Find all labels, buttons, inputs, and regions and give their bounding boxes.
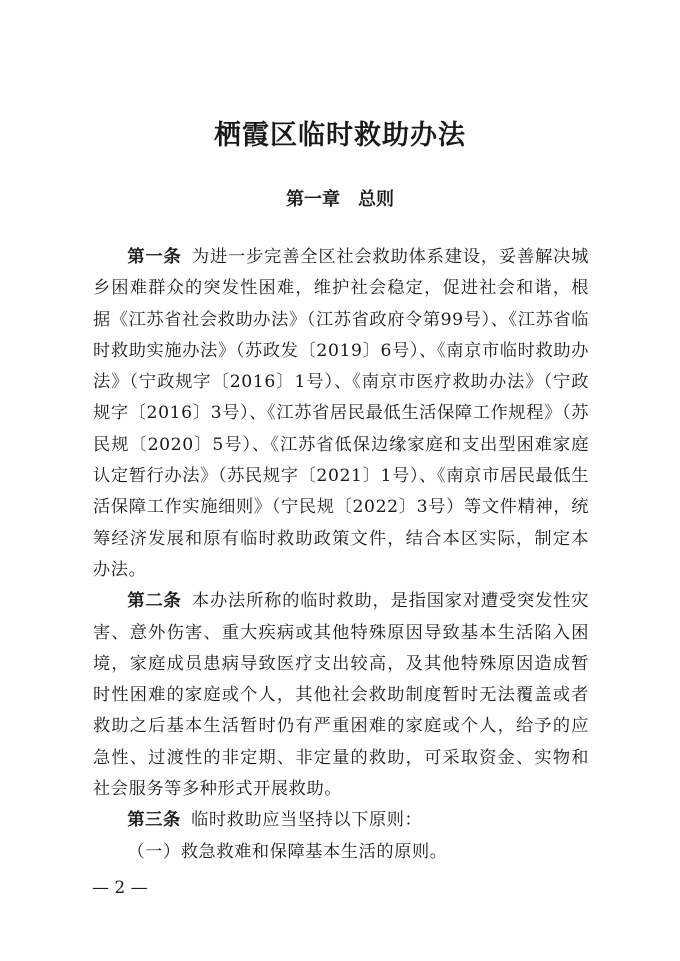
article-text: 临时救助应当坚持以下原则： [191, 810, 423, 831]
article-3 [93, 805, 589, 836]
chapter-heading: 第一章 总则 [286, 189, 394, 210]
list-item: （一）救急救难和保障基本生活的原则。 [127, 841, 448, 862]
page-number: — 2 — [92, 878, 148, 898]
article-text: 本办法所称的临时救助，是指国家对遭受突发性灾害、意外伤害、重大疾病或其他特殊原因导致基本生活陷入困境，家庭成员患病导致医疗支出较高，及其他特殊原因造成暂时性困难的家庭或个人，其他社会救助制度暂时无法覆盖或者救助之后基本生活暂时仍有严重困难的家庭或个人，给予的应急性、过渡性的非定期、非定量的救助，可采取资金、实物和社会服务等多种形式开展救助。 [93, 591, 589, 800]
article-1 [93, 242, 589, 586]
document-title: 栖霞区临时救助办法 [214, 120, 466, 151]
article-label: 第三条 [127, 810, 181, 831]
article-2 [93, 586, 589, 805]
article-label: 第二条 [127, 591, 182, 612]
document-body [93, 242, 589, 868]
article-text: 为进一步完善全区社会救助体系建设，妥善解决城乡困难群众的突发性困难，维护社会稳定，促进社会和谐，根据《江苏省社会救助办法》（江苏省政府令第99号）、《江苏省临时救助实施办法》（苏政发〔2019〕6号）、《南京市临时救助办法》（宁政规字〔2016〕1号）、《南京市医疗救助办法》（宁政规字〔2016〕3号）、《江苏省居民最低生活保障工作规程》（苏民规〔2020〕5号）、《江苏省低保边缘家庭和支出型困难家庭认定暂行办法》（苏民规字〔2021〕1号）、《南京市居民最低生活保障工作实施细则》（宁民规〔2022〕3号）等文件精神，统筹经济发展和原有临时救助政策文件，结合本区实际，制定本办法。 [93, 247, 589, 580]
article-label: 第一条 [127, 247, 182, 267]
